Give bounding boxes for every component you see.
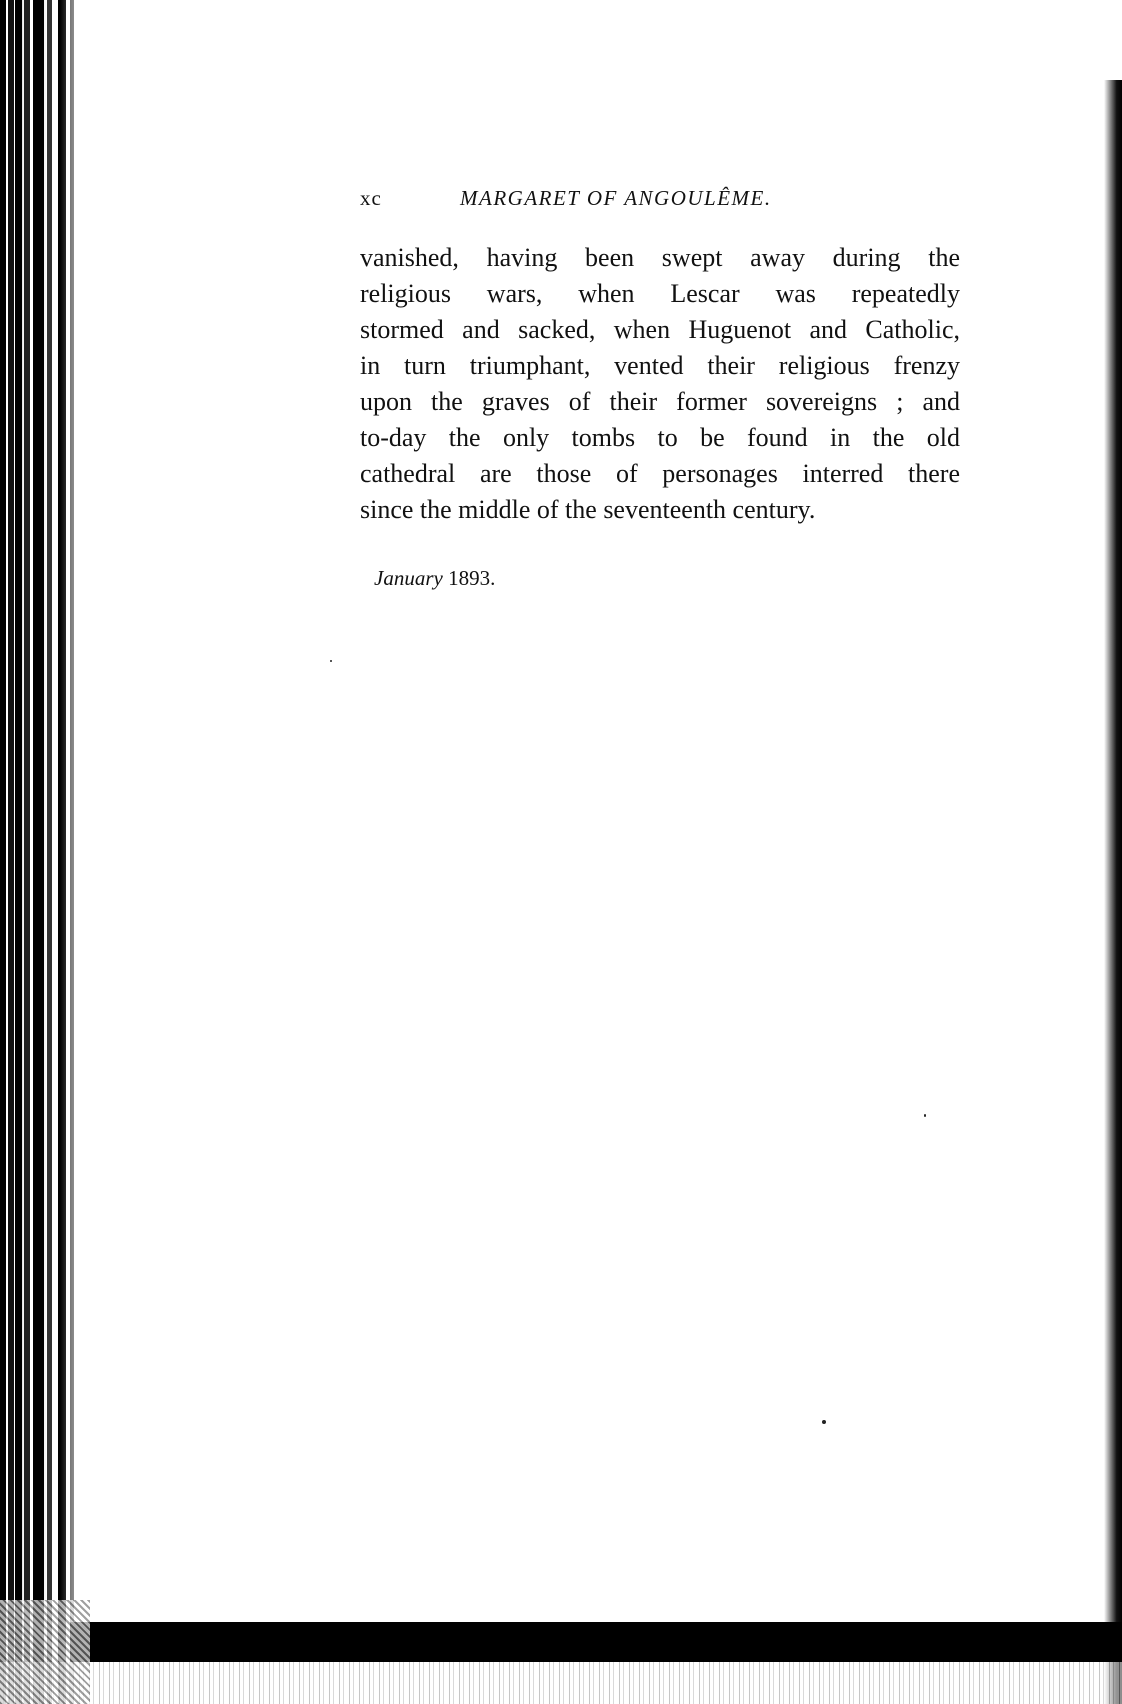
scan-speck — [822, 1420, 826, 1424]
text-line: since the middle of the seventeenth century. — [360, 495, 816, 524]
dateline — [374, 566, 495, 591]
text-line: in turn triumphant, vented their religious frenzy — [360, 351, 960, 380]
bottom-speckle — [0, 1662, 1122, 1704]
right-edge-gap — [1104, 0, 1122, 80]
dateline-month: January — [374, 566, 443, 590]
running-head — [360, 186, 960, 216]
text-line: stormed and sacked, when Huguenot and Catholic, — [360, 315, 960, 344]
scan-speck — [330, 660, 332, 662]
text-line: to-day the only tombs to be found in the old — [360, 423, 960, 452]
running-title: MARGARET OF ANGOULÊME. — [460, 186, 772, 210]
text-line: upon the graves of their former sovereigns ; and — [360, 387, 960, 416]
bottom-scan-band — [70, 1622, 1122, 1662]
text-line: vanished, having been swept away during the — [360, 243, 960, 272]
scan-speck — [924, 1114, 926, 1117]
dateline-year: 1893. — [448, 566, 496, 590]
page-number: xc — [360, 186, 382, 210]
body-paragraph — [360, 240, 960, 528]
right-edge-shadow — [1104, 0, 1122, 1704]
text-line: religious wars, when Lescar was repeatedly — [360, 279, 960, 308]
text-line: cathedral are those of personages interred there — [360, 459, 960, 488]
spine-fade — [60, 0, 100, 1704]
corner-speckle — [0, 1600, 90, 1704]
